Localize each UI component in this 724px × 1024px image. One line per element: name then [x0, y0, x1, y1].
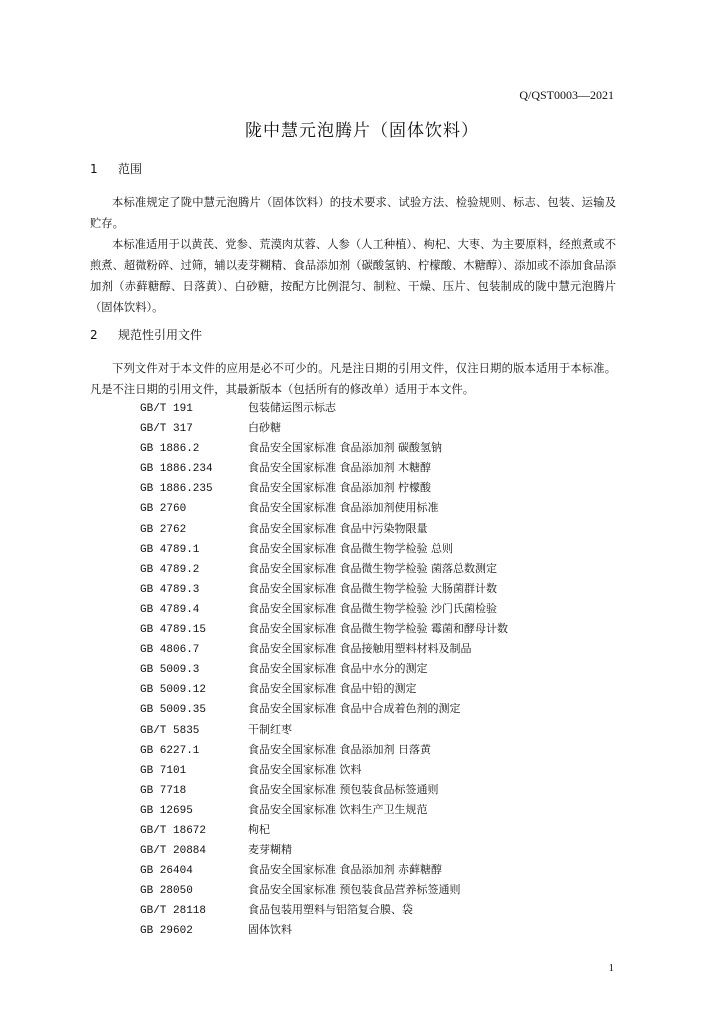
reference-item — [140, 519, 620, 539]
standard-code: Q/QST0003—2021 — [519, 88, 614, 102]
reference-item — [140, 800, 620, 820]
reference-title: 食品安全国家标准 食品添加剂 柠檬酸 — [248, 481, 431, 495]
reference-title: 食品安全国家标准 食品微生物学检验 霉菌和酵母计数 — [248, 622, 508, 636]
reference-title: 食品安全国家标准 预包装食品标签通则 — [248, 782, 439, 796]
reference-title: 食品安全国家标准 食品中铅的测定 — [248, 682, 417, 696]
reference-item — [140, 619, 620, 639]
reference-title: 食品安全国家标准 饮料生产卫生规范 — [248, 802, 428, 816]
reference-item — [140, 740, 620, 760]
reference-code: GB 4789.2 — [140, 563, 200, 576]
section-number: 1 — [90, 162, 98, 176]
reference-title: 食品安全国家标准 饮料 — [248, 762, 362, 776]
reference-item — [140, 478, 620, 498]
reference-code: GB 2760 — [140, 503, 187, 516]
reference-code: GB 4789.1 — [140, 543, 200, 556]
reference-item — [140, 639, 620, 659]
reference-code: GB 1886.235 — [140, 483, 213, 496]
reference-title: 食品安全国家标准 食品中水分的测定 — [248, 662, 428, 676]
reference-title: 食品安全国家标准 食品添加剂 日落黄 — [248, 742, 431, 756]
reference-item — [140, 760, 620, 780]
reference-item — [140, 438, 620, 458]
reference-code: GB 2762 — [140, 523, 187, 536]
reference-item — [140, 398, 620, 418]
document-title: 陇中慧元泡腾片（固体饮料） — [245, 121, 479, 141]
reference-title: 食品安全国家标准 食品添加剂 赤藓糖醇 — [248, 863, 442, 877]
section-title: 范围 — [118, 162, 143, 176]
reference-code: GB 4806.7 — [140, 644, 200, 657]
reference-title: 食品安全国家标准 食品微生物学检验 大肠菌群计数 — [248, 581, 497, 595]
reference-title: 食品安全国家标准 食品添加剂使用标准 — [248, 501, 439, 515]
reference-code: GB 4789.4 — [140, 603, 200, 616]
reference-code: GB 29602 — [140, 925, 193, 938]
reference-item — [140, 840, 620, 860]
reference-title: 食品安全国家标准 食品添加剂 碳酸氢钠 — [248, 441, 442, 455]
reference-title: 食品安全国家标准 食品添加剂 木糖醇 — [248, 461, 431, 475]
reference-title: 枸杞 — [248, 822, 270, 836]
reference-code: GB 5009.3 — [140, 664, 200, 677]
reference-item — [140, 780, 620, 800]
reference-title: 食品安全国家标准 食品接触用塑料材料及制品 — [248, 642, 472, 656]
reference-item — [140, 539, 620, 559]
scope-paragraph-2: 本标准适用于以黄芪、党参、荒漠肉苁蓉、人参（人工种植）、枸杞、大枣、为主要原料，经煎煮或不煎煮、超微粉碎、过筛，辅以麦芽糊精、食品添加剂（碳酸氢钠、柠檬酸、木糖醇）、添加或不添加食品添加剂（赤藓糖醇、日落黄）、白砂糖，按配方比例混匀、制粒、干燥、压片、包装制成的陇中慧元泡腾片（固体饮料）。 — [90, 238, 616, 314]
reference-code: GB 28050 — [140, 885, 193, 898]
reference-code: GB 5009.12 — [140, 684, 207, 697]
reference-item — [140, 679, 620, 699]
reference-item — [140, 498, 620, 518]
scope-paragraph-1: 本标准规定了陇中慧元泡腾片（固体饮料）的技术要求、试验方法、检验规则、标志、包装、运输及贮存。 — [90, 196, 616, 230]
reference-title: 固体饮料 — [248, 923, 292, 937]
reference-code: GB 7101 — [140, 764, 187, 777]
reference-title: 食品安全国家标准 预包装食品营养标签通则 — [248, 883, 461, 897]
reference-code: GB/T 18672 — [140, 824, 207, 837]
reference-title: 食品安全国家标准 食品微生物学检验 菌落总数测定 — [248, 561, 497, 575]
reference-item — [140, 418, 620, 438]
reference-title: 食品安全国家标准 食品微生物学检验 沙门氏菌检验 — [248, 601, 497, 615]
reference-item — [140, 820, 620, 840]
reference-code: GB 4789.15 — [140, 624, 207, 637]
reference-code: GB 7718 — [140, 784, 187, 797]
reference-code: GB 6227.1 — [140, 744, 200, 757]
reference-title: 食品安全国家标准 食品微生物学检验 总则 — [248, 541, 453, 555]
reference-item — [140, 699, 620, 719]
reference-item — [140, 860, 620, 880]
reference-code: GB/T 191 — [140, 403, 193, 415]
reference-code: GB/T 5835 — [140, 724, 200, 737]
section-title: 规范性引用文件 — [118, 328, 203, 342]
section-number: 2 — [90, 328, 98, 342]
reference-code: GB 26404 — [140, 865, 193, 878]
section-heading-normative-references — [90, 326, 202, 343]
reference-code: GB 4789.3 — [140, 583, 200, 596]
reference-title: 白砂糖 — [248, 421, 281, 435]
reference-code: GB 1886.234 — [140, 463, 213, 476]
references-intro-paragraph: 下列文件对于本文件的应用是必不可少的。凡是注日期的引用文件，仅注日期的版本适用于本标准。凡是不注日期的引用文件，其最新版本（包括所有的修改单）适用于本文件。 — [90, 362, 616, 396]
reference-item — [140, 720, 620, 740]
reference-title: 麦芽糊精 — [248, 843, 292, 857]
reference-code: GB/T 20884 — [140, 845, 207, 858]
reference-item — [140, 458, 620, 478]
reference-code: GB 5009.35 — [140, 704, 207, 717]
reference-item — [140, 880, 620, 900]
reference-code: GB 1886.2 — [140, 443, 200, 456]
reference-code: GB/T 28118 — [140, 905, 207, 918]
reference-title: 包装储运图示标志 — [248, 401, 336, 414]
reference-item — [140, 579, 620, 599]
reference-item — [140, 920, 620, 940]
section-heading-scope — [90, 160, 142, 177]
reference-item — [140, 559, 620, 579]
page-number: 1 — [608, 962, 614, 974]
reference-title: 食品安全国家标准 食品中污染物限量 — [248, 521, 428, 535]
reference-code: GB 12695 — [140, 804, 193, 817]
reference-title: 食品安全国家标准 食品中合成着色剂的测定 — [248, 702, 461, 716]
reference-title: 干制红枣 — [248, 722, 292, 736]
reference-item — [140, 659, 620, 679]
reference-code: GB/T 317 — [140, 423, 193, 436]
reference-item — [140, 599, 620, 619]
reference-list — [140, 398, 620, 941]
reference-title: 食品包装用塑料与铝箔复合膜、袋 — [248, 903, 413, 917]
reference-item — [140, 900, 620, 920]
